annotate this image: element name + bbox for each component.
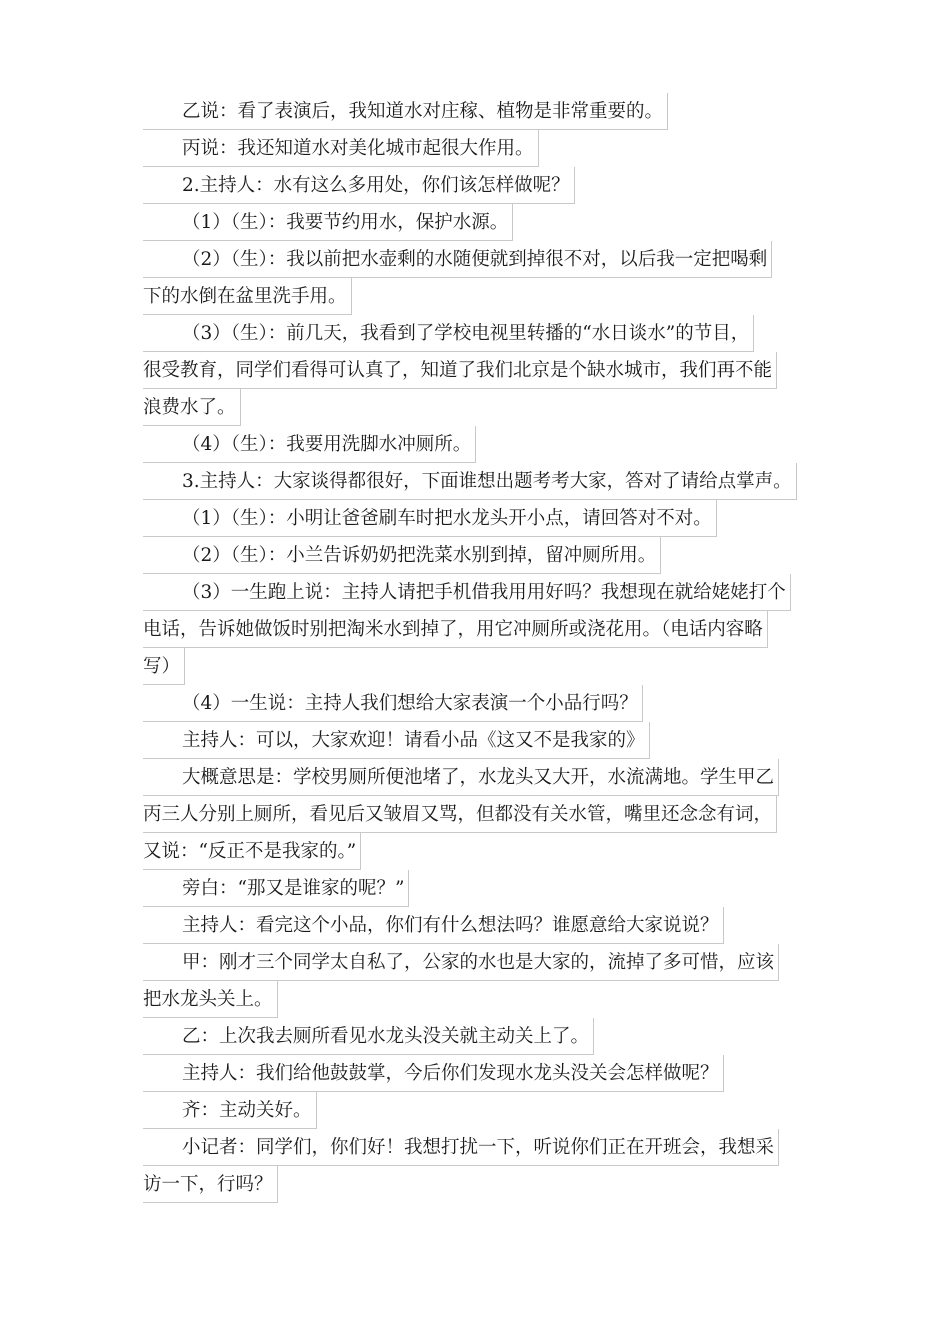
text-line: 主持人：我们给他鼓鼓掌，今后你们发现水龙头没关会怎样做呢？ (143, 1055, 724, 1092)
text-line: 写） (143, 648, 185, 685)
text-line: （2）（生）：我以前把水壶剩的水随便就到掉很不对，以后我一定把喝剩 (143, 241, 772, 278)
text-line: （3）一生跑上说：主持人请把手机借我用用好吗？我想现在就给姥姥打个 (143, 574, 791, 611)
text-line: （1）（生）：小明让爸爸刷车时把水龙头开小点，请回答对不对。 (143, 500, 717, 537)
text-line: 浪费水了。 (143, 389, 241, 426)
text-line: 乙：上次我去厕所看见水龙头没关就主动关上了。 (143, 1018, 594, 1055)
text-line: 很受教育，同学们看得可认真了，知道了我们北京是个缺水城市，我们再不能 (143, 352, 777, 389)
text-line: 3.主持人：大家谈得都很好，下面谁想出题考考大家，答对了请给点掌声。 (143, 463, 797, 500)
text-line: 2.主持人：水有这么多用处，你们该怎样做呢？ (143, 167, 575, 204)
text-line: 主持人：可以，大家欢迎！请看小品《这又不是我家的》 (143, 722, 650, 759)
text-line: 大概意思是：学校男厕所便池堵了，水龙头又大开，水流满地。学生甲乙 (143, 759, 779, 796)
text-line: （4）一生说：主持人我们想给大家表演一个小品行吗？ (143, 685, 643, 722)
text-line: 丙说：我还知道水对美化城市起很大作用。 (143, 130, 539, 167)
text-line: 把水龙头关上。 (143, 981, 278, 1018)
text-line: 访一下，行吗？ (143, 1166, 278, 1203)
text-line: （2）（生）：小兰告诉奶奶把洗菜水别到掉，留冲厕所用。 (143, 537, 661, 574)
text-line: （3）（生）：前几天，我看到了学校电视里转播的“水日谈水”的节目， (143, 315, 754, 352)
text-line: （1）（生）：我要节约用水，保护水源。 (143, 204, 513, 241)
text-line: 乙说：看了表演后，我知道水对庄稼、植物是非常重要的。 (143, 93, 668, 130)
text-line: 主持人：看完这个小品，你们有什么想法吗？谁愿意给大家说说？ (143, 907, 724, 944)
document-body (143, 93, 823, 1203)
text-line: （4）（生）：我要用洗脚水冲厕所。 (143, 426, 476, 463)
text-line: 甲：刚才三个同学太自私了，公家的水也是大家的，流掉了多可惜，应该 (143, 944, 779, 981)
text-line: 丙三人分别上厕所，看见后又皱眉又骂，但都没有关水管，嘴里还念念有词， (143, 796, 777, 833)
text-line: 下的水倒在盆里洗手用。 (143, 278, 352, 315)
text-line: 小记者：同学们，你们好！我想打扰一下，听说你们正在开班会，我想采 (143, 1129, 779, 1166)
text-line: 又说：“反正不是我家的。” (143, 833, 361, 870)
text-line: 旁白：“那又是谁家的呢？” (143, 870, 409, 907)
text-line: 齐：主动关好。 (143, 1092, 317, 1129)
text-line: 电话，告诉她做饭时别把淘米水到掉了，用它冲厕所或浇花用。（电话内容略 (143, 611, 768, 648)
